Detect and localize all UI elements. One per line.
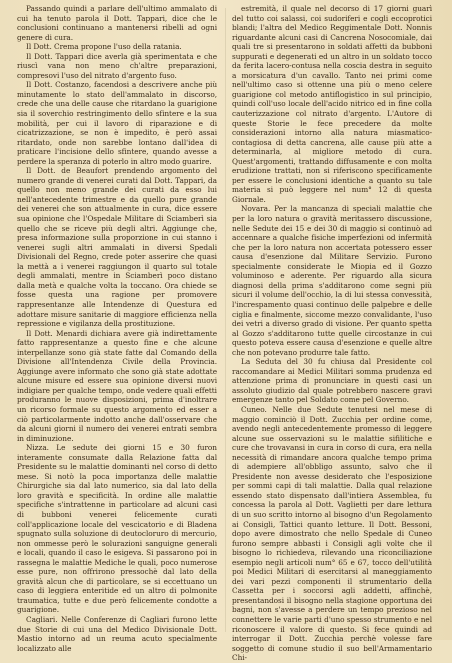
paragraph: Il Dott. Crema propone l'uso della ratania.	[26, 42, 182, 52]
paragraph: Il Dott. Costanzo, facendosi a descrivere anche più minutamente lo stato dell'ammalato in discorso, crede che una delle cause che ritardano la guarigione sia il soverchio restringimento dello sfintere e la sua mobilità, per cui il lavoro di riparazione e di cicatrizzazione, se non è impedito, è però assai ritardato, onde non sarebbe lontano dall'idea di praticare l'incisione dello sfintere, quando avesse a perdere la speranza di poterlo in altro modo guarire.	[17, 80, 217, 166]
column-gutter	[225, 8, 226, 632]
left-column	[17, 4, 217, 653]
paragraph-nizza: Nizza. Le sedute dei giorni 15 e 30 furon interamente consumate dalla Relazione fatta dal Presidente su le malattie dominanti nel corso di detto mese. Si notò la poca importanza delle malattie Chirurgiche sia dal lato numerico, sia dal lato della loro gravità e specificità. In ordine alle malattie specifiche s'intrattenne in particolare ad alcuni casi di bubboni venerei felicemente curati coll'applicazione locale del vescicatorio e di Bladena spugnato sulla soluzione di deutocloruro di mercurio, non ommesse però le solurazioni sanguigne generali e locali, quando il caso le esigeva. Si passarono poi in rassegna le malattie Mediche le quali, poco numerose esse pure, non offrirono pressochè dal lato della gravità alcun che di particolare, se si eccettuano un caso di leggiera enteritide ed un altro di polmonite traumatica, tutte e due però felicemente condotte a guarigione.	[17, 443, 217, 615]
paragraph: estremità, il quale nel decorso di 17 giorni guarì del tutto coi salassi, coi sudoriferi e cogli eccoprotici blandi; l'altra del Medico Reggimentale Dott. Nonnis riguardante alcuni casi di Cancrena Nosocomiale, dai quali tre si presentarono in soldati affetti da bubboni suppurati e degenerati ed un altro in un soldato tocco da ferita lacero-contusa nella coscia destra in seguito a morsicatura d'un cavallo. Tanto nei primi come nell'ultimo caso si ottenne una più o meno celere guarigione col metodo antiflogistico in sul principio, quindi coll'uso locale dell'acido nitrico ed in fine colla cauterizzazione col nitrato d'argento. L'Autore di queste Storie le fece precedere da molte considerazioni intorno alla natura miasmatico-contagiosa di detta cancrena, alle cause più atte a determinarla, al migliore metodo di cura. Quest'argomenti, trattando diffusamente e con molta erudizione trattati, non si riferiscono specificamente per essere le conclusioni identiche a quanto su tale materia si può leggere nel num° 12 di questa Giornale.	[232, 4, 432, 204]
paragraph: Il Dott. Tappari dice averla già sperimentata e che riuscì vana non meno ch'altre preparazioni, compresovi l'uso del nitrato d'argento fuso.	[17, 51, 217, 80]
paragraph-cuneo: Cuneo. Nelle due Sedute tenutesi nel mese di maggio cominciò il Dott. Zucchia per ordine come, avendo negli antecedentemente promesso di leggere alcune sue osservazioni su le malattie sifilitiche e cure che trovavansi in cura in corso di cura, era nella necessità di rimandare ancora qualche tempo prima di adempiere all'obbligo assunto, salvo che il Presidente non avesse desiderato che l'esposizione per sommi capi di tali malattie. Dalla qual relazione essendo stato dispensato dall'intiera Assemblea, fu concessa la parola al Dott. Vaglietti per dare lettura di un suo scritto intorno al bisogno d'un Regolamento ai Consigli, Tattici quanto letture. Il Dott. Bessoni, dopo avere dimostrato che nello Spedale di Cuneo furono sempre abbasti i Consigli agli volte che il bisogno lo richiedeva, rilevando una riconciliazione esempio negli articoli num° 65 e 67, tocco dell'utilità poi Medici Militari di esercitarsi al maneggiamento dei vari pezzi componenti il strumentario della Cassetta per i soccorsi agli addetti, affinchè, presentandosi il bisogno nella stagione opportuna dei bagni, non s'avesse a perdere un tempo prezioso nel connettere le varie parti d'uno spesso strumento e nel riconoscere il valore di questo. Si fece quindi ad interrogar il Dott. Zucchia perchè volesse fare soggetto di comune studio il suo bell'Armamentario Chi-	[232, 404, 432, 663]
paragraph: Passando quindi a parlare dell'ultimo ammalato di cui ha tenuto parola il Dott. Tappari, dice che le conclusioni continuano a mantenersi ribelli ad ogni genere di cura.	[17, 4, 217, 42]
paragraph: Il Dott. Menardi dichiara avere già indirettamente fatto rappresentanze a questo fine e che alcune interpellanze sono già state fatte dal Comando della Divisione all'Intendenza Civile della Provincia. Aggiunge avere informato che sono già state adottate alcune misure ed essere sua opinione diversi nuovi indigiare per qualche tempo, onde vedere quali effetti produranno le nuove disposizioni, prima d'inoltrare un ricorso formale su questo argomento ed esser a ciò particolarmente indotto anche dall'osservare che da alcuni giorni il numero dei venerei entrati sembra in diminuzione.	[17, 328, 217, 443]
paragraph: Il Dott. de Beaufort prendendo argomento del numero grande di venerei curati dal Dott. Tappari, da quello non meno grande dei curati da esso lui nell'antecedente trimestre e da quello pure grande dei venerei che son attualmente in cura, dice essere sua opinione che l'Ospedale Militare di Sciamberì sia quello che se riceve più degli altri. Aggiunge che, presa informazione sulla proporzione in cui stanno i venerei sugli altri ammalati in diversi Spedali Divisionali del Regno, crede poter asserire che quasi la mettà a i venerei raggiungon il quarto sul totale degli ammalati, mentre in Sciamberì poco distano dalla metà e qualche volta la toccano. Ora chiede se fosse questa una ragione per promovere rappresentanze alle Intendenze di Questura ed adottare misure sanitarie di maggiore efficienza nella repressione e vigilanza della prostituzione.	[17, 166, 217, 329]
right-column	[232, 4, 432, 663]
paragraph-cagliari: Cagliari. Nelle Conferenze di Cagliari furono lette due Storie di cui una del Medico Divisionale Dott. Mastio intorno ad un reuma acuto specialmente localizzato alle	[17, 615, 217, 653]
paragraph-novara: Novara. Per la mancanza di speciali malattie che per la loro natura o gravità meritassero discussione, nelle Sedute dei 15 e dei 30 di maggio si continuò ad accennare a qualche fisiche imperfezioni od infermità che per la loro natura non accertata potessero esser causa d'esenzione dal Militare Servizio. Furono specialmente considerate le Miopia ed il Gozzo voluminoso e aderente. Per riguardo alla sicura diagnosi della prima s'additarono come segni più sicuri il volume dell'occhio, la di lui stessa convessità, l'increspamento quasi continuo delle palpebre e delle ciglia e finalmente, siccome mezzo convalidante, l'uso dei vetri a diverso grado di visione. Per quanto spetta al Gozzo s'additarono tutte quelle circostanze in cui questo poteva essere causa d'esenzione e quelle altre che non potevano produrre tale fatto.	[232, 204, 432, 357]
paragraph: La Seduta del 30 fu chiusa dal Presidente col raccomandare ai Medici Militari somma prudenza ed attenzione prima di pronunciare in questi casi un assoluto giudizio dal quale potrebbero nascere gravi emergenze tanto pel Soldato come pel Governo.	[232, 357, 432, 405]
